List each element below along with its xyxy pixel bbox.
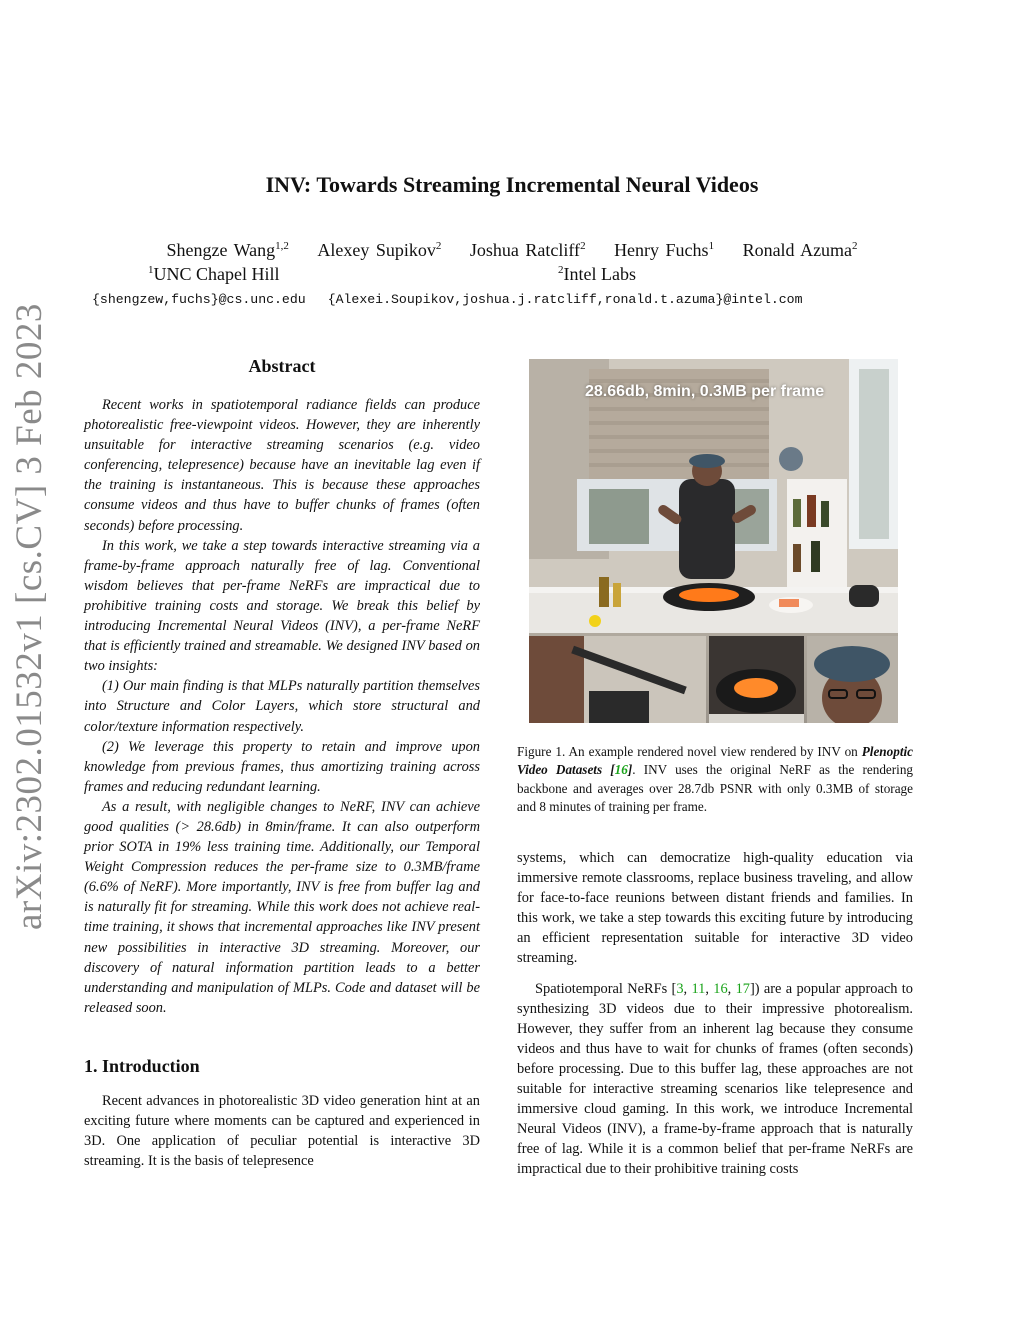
paper-title: INV: Towards Streaming Incremental Neural Videos [265,172,759,197]
author-list [0,240,1024,261]
introduction-paragraph: Recent advances in photorealistic 3D video generation hint at an exciting future where moments can be captured and experienced in 3D. One application of peculiar potential is interactive 3D streaming. It is the basis of telepresence [84,1092,480,1170]
citation-link[interactable]: 3 [676,980,684,997]
abstract-paragraph: (2) We leverage this property to retain and improve upon knowledge from previous frames, thus amortizing training across frames and reducing redundant learning. [84,738,480,795]
author: Joshua Ratcliff$^2$ [469,240,586,260]
body-paragraph: systems, which can democratize high-quality education via immersive remote classrooms, replace business traveling, and allow for face-to-face reunions between distant friends and families. In this work, we take a step towards this exciting future by introducing an efficient representation suitable for interactive 3D video streaming. [517,850,913,967]
author: Ronald Azuma$^2$ [742,240,858,260]
face-closeup-crop [807,636,898,723]
citation-link[interactable]: 11 [691,980,706,997]
hand-torch-crop [529,636,706,723]
author: Alexey Supikov$^2$ [317,240,442,260]
citation-link[interactable]: 17 [735,980,750,997]
figure-overlay-text: 28.66db, 8min, 0.3MB per frame [585,383,825,400]
right-column [517,848,913,1180]
abstract-paragraph: Recent works in spatiotemporal radiance fields can produce photorealistic free-viewpoint videos. However, they are inherently unsuitable for interactive streaming scenarios (e.g. video conferencing, telepresence) because have an inevitable lag even if the training is instantaneous. This is because these approaches consume videos and thus have to buffer chunks of frames (often seconds) before processing. [84,397,480,534]
citation-link[interactable]: 16 [713,980,728,997]
email-line [92,292,803,307]
email-intel: {Alexei.Soupikov,joshua.j.ratcliff,ronald.t.azuma}@intel.com [327,292,803,307]
abstract-paragraph: (1) Our main finding is that MLPs naturally partition themselves into Structure and Color Layers, which store structural and color/texture information respectively. [84,678,480,735]
citation-link[interactable]: 16 [614,762,628,778]
abstract-paragraph: As a result, with negligible changes to NeRF, INV can achieve good qualities (> 28.6db) in 8min/frame. It can also outperform prior SOTA in 19% less training time. Additionally, our Temporal Weight Compression reduces the per-frame size to 0.3MB/frame (6.6% of NeRF). More importantly, INV is free from buffer lag and is naturally fit for streaming. While this work does not achieve real-time training, it shows that incremental approaches like INV present new possibilities in interactive 3D streaming. Moreover, our discovery of natural information partition leads to a better understanding and manipulation of MLPs. Code and dataset will be released soon. [84,798,480,1016]
arxiv-stamp: arXiv:2302.01532v1 [cs.CV] 3 Feb 2023 [9,303,50,930]
affiliation-unc: $^1$UNC Chapel Hill [148,264,280,284]
affiliation-intel: $^2$Intel Labs [558,264,636,284]
introduction-heading: 1. Introduction [84,1055,200,1076]
author: Henry Fuchs$^1$ [614,240,715,260]
left-column [84,356,480,1171]
figure-1-image [529,359,898,723]
body-paragraph: Spatiotemporal NeRFs [3, 11, 16, 17]) are a popular approach to synthesizing 3D videos due to their impressive photorealism. However, they suffer from an inherent lag because they consume videos and thus have to wait for chunks of frames (often seconds) before processing. Due to this buffer lag, these approaches are not suitable for interactive streaming scenarios like telepresence and immersive cloud gaming. In this work, we introduce Incremental Neural Videos (INV), a frame-by-frame approach that is naturally free of lag. While it is a common belief that per-frame NeRFs are impractical due to their prohibitive training costs [517,980,913,1178]
pan-closeup-crop [709,636,804,723]
author: Shengze Wang$^{1,2}$ [166,240,289,260]
email-unc: {shengzew,fuchs}@cs.unc.edu [92,292,306,307]
abstract-paragraph: In this work, we take a step towards interactive streaming via a frame-by-frame approach naturally free of lag. Conventional wisdom believes that per-frame NeRFs are impractical due to prohibitive training costs and storage. We break this belief by introducing Incremental Neural Videos (INV), a per-frame NeRF that is efficiently trained and streamable. We designed INV based on two insights: [84,537,480,675]
abstract-heading: Abstract [248,356,316,376]
abstract-body [84,395,480,1018]
figure-1-caption: Figure 1. An example rendered novel view rendered by INV on Plenoptic Video Datasets [16]. INV uses the original NeRF as the rendering backbone and averages over 28.7db PSNR with only 0.3MB of storage and 8 minutes of training per frame. [517,744,914,815]
